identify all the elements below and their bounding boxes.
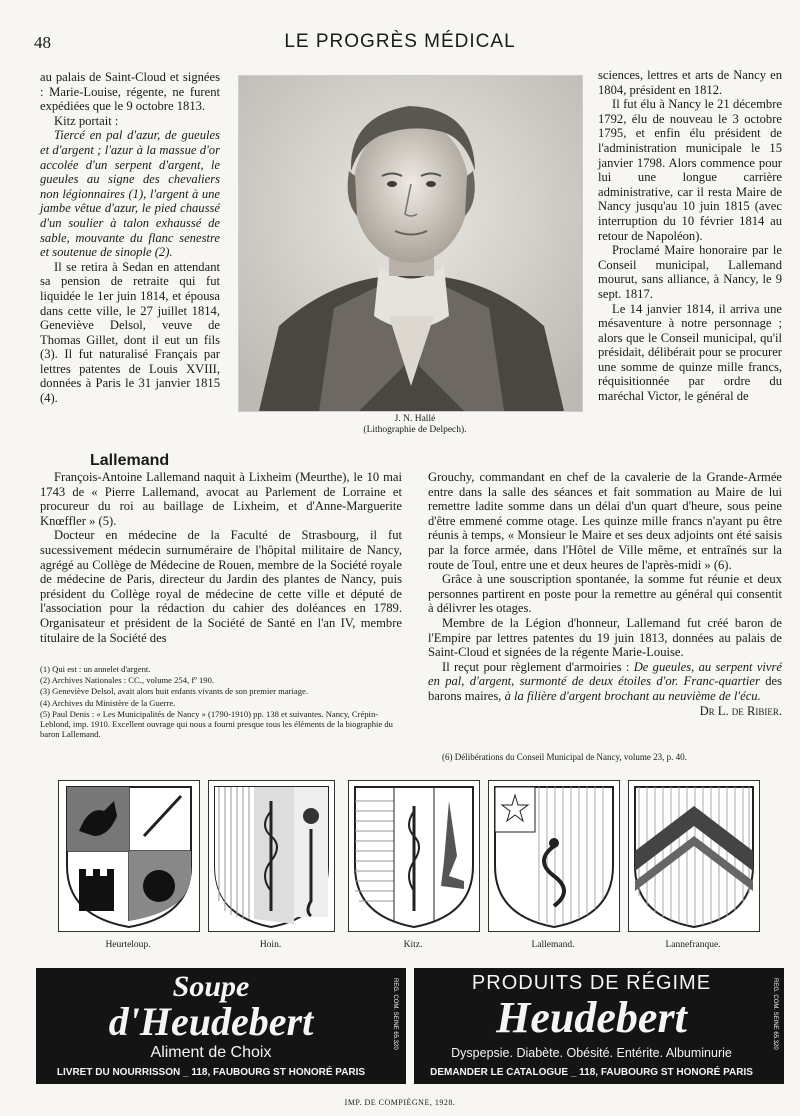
- caption-name: J. N. Hallé: [394, 414, 436, 424]
- footnote-6: (6) Délibérations du Conseil Municipal de Nancy, volume 23, p. 40.: [442, 752, 687, 762]
- advert-soupe-heudebert: [36, 968, 406, 1084]
- armorial-blazon: De gueules, au serpent vivré en pal, d'argent, surmonté de deux étoiles d'or. Franc-quartier: [428, 659, 783, 689]
- footnote: (4) Archives du Ministère de la Guerre.: [40, 697, 176, 708]
- shield-kitz: [348, 780, 480, 932]
- footnote: (2) Archives Nationales : CC., volume 254, fº 190.: [40, 675, 215, 686]
- left-column: [40, 70, 220, 406]
- shield-hoin: [208, 780, 335, 932]
- right-paragraph: Il fut élu à Nancy le 21 décembre 1792, élu de nouveau le 3 octobre 1795, et enfin élu président de l'administration municipale le 15 janvier 1798. Alors commence pour lui une longue carrière administrative, car il resta Maire de Nancy jusqu'au 10 juin 1815 (avec interruption du 10 février 1814 au retour de Napoléon).: [598, 97, 782, 243]
- footnote: (1) Qui est : un annelet d'argent.: [40, 664, 151, 674]
- armorial-prefix: Il reçut pour règlement d'armoiries :: [442, 659, 634, 674]
- shield-hoin-drawing: [209, 781, 334, 931]
- right-paragraph: Proclamé Maire honoraire par le Conseil municipal, Lallemand mourut, sans alliance, à Nancy, le 9 sept. 1817.: [598, 243, 782, 301]
- running-head: LE PROGRÈS MÉDICAL: [284, 31, 516, 52]
- signature: Dr L. de Ribier.: [699, 703, 782, 718]
- left-paragraph: Il se retira à Sedan en attendant sa pension de retraite qui fut liquidée le 1er juin 1814, et épousa dans cette ville, le 27 juillet 1814, Geneviève Delsol, veuve de Thomas Gillet, dont il eut un fils (3). Il fut naturalisé Français par lettres patentes de Louis XVIII, données à Paris le 31 janvier 1815 (4).: [40, 259, 220, 406]
- wide-left-column: [40, 470, 402, 645]
- wide-right-column: [428, 470, 782, 718]
- advert-produits-regime: [414, 968, 784, 1084]
- ad-soupe: Soupe: [172, 970, 250, 1003]
- shield-label: Hoin.: [259, 940, 282, 950]
- right-paragraph: sciences, lettres et arts de Nancy en 1804, président en 1812.: [598, 68, 782, 97]
- portrait-lithograph: [238, 75, 583, 412]
- wide-right-paragraph: Membre de la Légion d'honneur, Lallemand fut créé baron de l'Empire par lettres patentes du 19 juin 1813, données au palais de Saint-Cloud et signées de la régente Marie-Louise.: [428, 615, 782, 660]
- ad-produits: PRODUITS DE RÉGIME: [471, 972, 712, 994]
- armorial-paragraph: [428, 659, 783, 718]
- footnote: (3) Geneviève Delsol, avait alors huit enfants vivants de son premier mariage.: [40, 686, 308, 697]
- shield-lallemand-drawing: [489, 781, 619, 931]
- ad-left-registration: REG. COM. SEINE 65.320: [392, 978, 398, 1050]
- caption-source: (Lithographie de Delpech).: [363, 425, 467, 435]
- ad-right-address: DEMANDER LE CATALOGUE _ 118, FAUBOURG ST HONORÉ PARIS: [430, 1067, 753, 1078]
- footnote: (5) Paul Denis : « Les Municipalités de Nancy » (1790-1910) pp. 138 et suivantes. Nancy, Crépin-Leblond, imp. 1910. Excellent ouvrage qui nous a fourni presque tous les éléments de la biographie du baron Lallemand.: [40, 708, 393, 740]
- left-paragraph-blazon: Tiercé en pal d'azur, de gueules et d'argent ; l'azur à la massue d'or accolée d'un serpent d'argent, le gueules au signe des chevaliers non légionnaires (1), l'argent à une jambe vêtue d'azur, le pied chaussé d'un soulier à talon exhaussé de sable, mouvante du flanc senestre et soutenue de sinople (2).: [40, 128, 220, 260]
- shield-label: Lannefranque.: [665, 940, 721, 950]
- ad-indications: Dyspepsie. Diabète. Obésité. Entérite. Albuminurie: [451, 1046, 732, 1060]
- armorial-mid: des barons maires,: [428, 674, 783, 703]
- shield-label: Heurteloup.: [105, 940, 151, 950]
- shield-heurteloup: [58, 780, 200, 932]
- left-paragraph: au palais de Saint-Cloud et signées : Marie-Louise, régente, ne furent expédiées que le 9 octobre 1813.: [40, 70, 220, 114]
- ad-aliment: Aliment de Choix: [150, 1044, 272, 1061]
- ad-heudebert-left: d'Heudebert: [108, 999, 314, 1044]
- wide-right-paragraph: Grâce à une souscription spontanée, la somme fut réunie et deux personnes partirent en poste pour la remettre au général qui consentit à délivrer les otages.: [428, 572, 782, 616]
- ad-right-registration: REG. COM. SEINE 65.320: [772, 978, 778, 1050]
- shield-label: Kitz.: [403, 940, 423, 950]
- wide-right-paragraph: Grouchy, commandant en chef de la cavalerie de la Grande-Armée entre dans la salle des séances et fait sommation au Maire de lui remettre ladite somme dans un délai d'un quart d'heure, sous peine d'être emmené comme otage. Les quinze mille francs n'ayant pu être réunis à temps, « Monsieur le Maire et ses deux adjoints ont été saisis par la force armée, dans l'Hôtel de Ville même, et entraînés sur la route de Toul, entre une et deux heures de l'après-midi » (6).: [428, 470, 782, 572]
- wide-left-paragraph: François-Antoine Lallemand naquit à Lixheim (Meurthe), le 10 mai 1743 de « Pierre Lallemand, avocat au Parlement de Lorraine et procureur du roi au baillage de Lixheim, et d'Anne-Marguerite Knœffler » (5).: [40, 470, 402, 528]
- shield-lallemand: [488, 780, 620, 932]
- shield-lannefranque-drawing: [629, 781, 759, 931]
- right-column: [598, 68, 782, 404]
- portrait-caption: [330, 414, 500, 436]
- right-paragraph: Le 14 janvier 1814, il arriva une mésaventure à notre personnage ; alors que le Conseil municipal, qu'il présidait, délibérait pour se procurer une somme de quinze mille francs, réquisitionnée par ordre du maréchal Victor, le général de: [598, 301, 782, 404]
- page-number: 48: [34, 33, 51, 52]
- shield-kitz-drawing: [349, 781, 479, 931]
- section-title: Lallemand: [90, 452, 170, 469]
- ad-heudebert-right: Heudebert: [496, 993, 687, 1042]
- portrait-drawing: [239, 76, 582, 411]
- shield-lannefranque: [628, 780, 760, 932]
- shield-heurteloup-drawing: [59, 781, 199, 931]
- armorial-end: à la filière d'argent brochant au neuvième de l'écu.: [504, 688, 761, 703]
- ad-left-address: LIVRET DU NOURRISSON _ 118, FAUBOURG ST HONORÉ PARIS: [56, 1067, 366, 1078]
- left-paragraph: Kitz portait :: [54, 113, 119, 128]
- imprint: IMP. DE COMPIÈGNE, 1928.: [344, 1098, 456, 1107]
- footnotes: [40, 664, 402, 740]
- wide-left-paragraph: Docteur en médecine de la Faculté de Strasbourg, il fut sucessivement médecin surnuméraire de l'hôpital militaire de Nancy, agrégé au Collège de Médecine de Rouen, membre de la Société royale de médecine de Paris, directeur du Jardin des plantes de Nancy, puis président du Collège royal de médecine de cette ville et député de l'association pour la rédaction du cahier des doléances en 1789. Organisateur et président de la Société de Santé en l'an IV, membre titulaire de la Société des: [40, 528, 402, 645]
- shield-label: Lallemand.: [531, 940, 575, 950]
